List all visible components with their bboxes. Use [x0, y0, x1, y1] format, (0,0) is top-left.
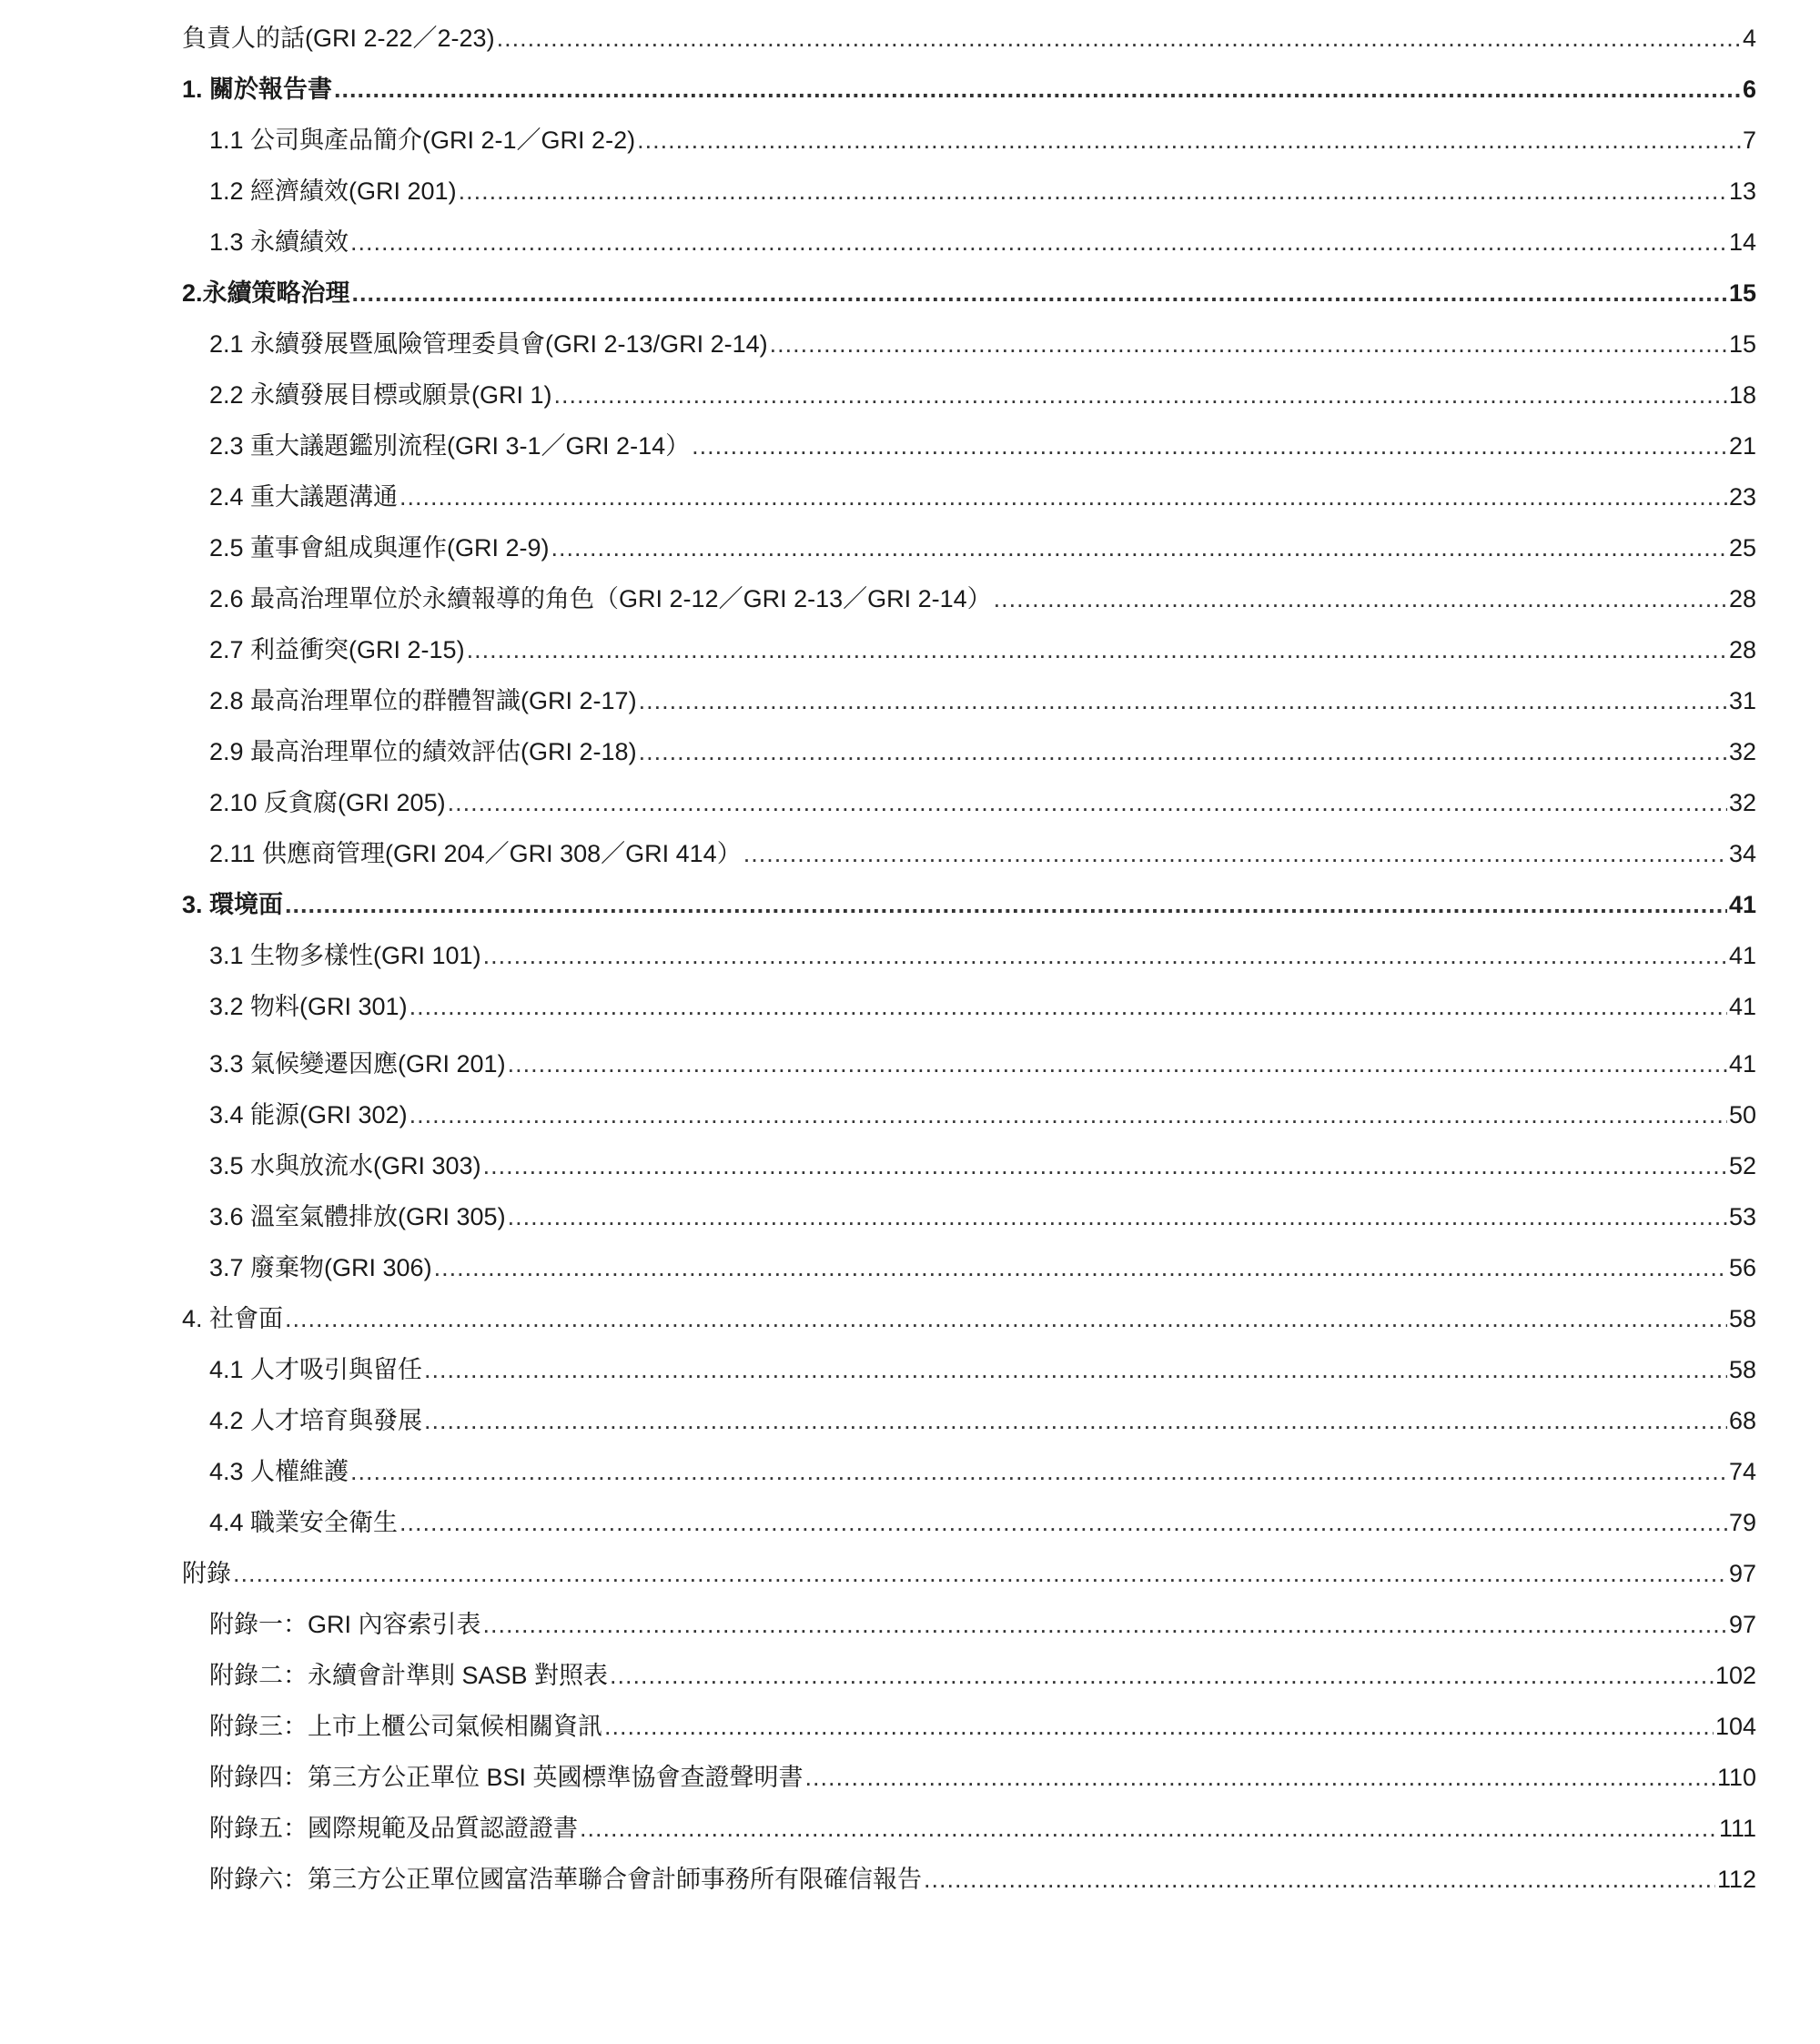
toc-entry[interactable]: [209, 524, 1756, 564]
toc-entry-page-number: 31: [1728, 687, 1756, 714]
toc-dot-leader: [459, 175, 1727, 207]
toc-entry-page-number: 4: [1742, 25, 1756, 52]
toc-entry-page-number: 6: [1742, 76, 1756, 103]
toc-dot-leader: [410, 990, 1727, 1023]
toc-entry-page-number: 28: [1728, 585, 1756, 612]
toc-entry-page-number: 53: [1728, 1203, 1756, 1230]
toc-entry[interactable]: [209, 473, 1756, 513]
toc-entry[interactable]: [209, 371, 1756, 411]
toc-entry-page-number: 23: [1728, 483, 1756, 511]
toc-dot-leader: [399, 1506, 1727, 1539]
toc-entry-title: 4.3 人權維護: [209, 1458, 349, 1485]
toc-entry[interactable]: [182, 1550, 1756, 1590]
toc-entry-page-number: 41: [1728, 891, 1756, 918]
toc-dot-leader: [639, 684, 1727, 717]
toc-dot-leader: [924, 1863, 1715, 1896]
toc-dot-leader: [350, 226, 1727, 258]
toc-entry[interactable]: [209, 1193, 1756, 1233]
toc-entry-title: 負責人的話(GRI 2-22／2-23): [182, 25, 495, 52]
toc-dot-leader: [483, 1608, 1727, 1641]
toc-dot-leader: [805, 1761, 1715, 1794]
toc-entry[interactable]: [182, 66, 1756, 106]
toc-entry[interactable]: [209, 1499, 1756, 1539]
toc-entry-page-number: 14: [1728, 228, 1756, 256]
toc-dot-leader: [604, 1710, 1714, 1743]
toc-entry-title: 2.3 重大議題鑑別流程(GRI 3-1／GRI 2-14）: [209, 432, 691, 460]
toc-dot-leader: [692, 430, 1727, 462]
toc-entry-title: 附錄二：永續會計準則 SASB 對照表: [209, 1662, 609, 1689]
toc-entry[interactable]: [209, 1448, 1756, 1488]
toc-entry-page-number: 34: [1728, 840, 1756, 867]
toc-dot-leader: [483, 1149, 1727, 1182]
toc-entry-page-number: 15: [1728, 330, 1756, 358]
toc-entry-page-number: 97: [1728, 1611, 1756, 1638]
toc-dot-leader: [233, 1557, 1727, 1590]
toc-dot-leader: [551, 531, 1727, 564]
toc-entry[interactable]: [209, 1856, 1756, 1896]
toc-entry-title: 3.1 生物多樣性(GRI 101): [209, 942, 481, 969]
toc-dot-leader: [508, 1200, 1727, 1233]
toc-entry[interactable]: [209, 116, 1756, 157]
toc-entry-title: 2.4 重大議題溝通: [209, 483, 399, 511]
toc-entry[interactable]: [209, 1754, 1756, 1794]
toc-entry-page-number: 97: [1728, 1560, 1756, 1587]
toc-entry-title: 4.2 人才培育與發展: [209, 1407, 423, 1434]
toc-entry[interactable]: [209, 932, 1756, 972]
toc-entry-page-number: 56: [1728, 1254, 1756, 1281]
toc-entry-page-number: 32: [1728, 738, 1756, 765]
toc-entry[interactable]: [209, 575, 1756, 615]
toc-entry-title: 附錄六：第三方公正單位國富浩華聯合會計師事務所有限確信報告: [209, 1866, 922, 1893]
toc-entry-title: 4.4 職業安全衛生: [209, 1509, 399, 1536]
toc-entry[interactable]: [182, 269, 1756, 309]
toc-dot-leader: [350, 1455, 1727, 1488]
toc-entry[interactable]: [209, 1346, 1756, 1386]
toc-entry[interactable]: [209, 1652, 1756, 1692]
toc-entry-title: 2.6 最高治理單位於永續報導的角色（GRI 2-12／GRI 2-13／GRI 2-14）: [209, 585, 992, 612]
toc-entry-title: 3.7 廢棄物(GRI 306): [209, 1254, 432, 1281]
toc-entry-page-number: 102: [1714, 1662, 1756, 1689]
toc-dot-leader: [424, 1353, 1727, 1386]
toc-dot-leader: [334, 73, 1741, 106]
toc-entry-title: 2.1 永續發展暨風險管理委員會(GRI 2-13/GRI 2-14): [209, 330, 768, 358]
toc-entry-title: 附錄一：GRI 內容索引表: [209, 1611, 481, 1638]
toc-entry-page-number: 52: [1728, 1152, 1756, 1179]
toc-dot-leader: [285, 1302, 1727, 1335]
toc-dot-leader: [285, 888, 1727, 921]
toc-entry[interactable]: [209, 983, 1756, 1023]
toc-dot-leader: [467, 633, 1727, 666]
toc-entry-page-number: 110: [1716, 1764, 1756, 1791]
toc-entry[interactable]: [209, 1601, 1756, 1641]
toc-entry[interactable]: [209, 1703, 1756, 1743]
toc-entry-title: 4.1 人才吸引與留任: [209, 1356, 423, 1383]
toc-dot-leader: [399, 481, 1727, 513]
toc-entry[interactable]: [209, 1142, 1756, 1182]
toc-entry[interactable]: [209, 218, 1756, 258]
toc-dot-leader: [483, 939, 1727, 972]
toc-entry-page-number: 74: [1728, 1458, 1756, 1485]
toc-entry-page-number: 21: [1728, 432, 1756, 460]
toc-entry-title: 3.4 能源(GRI 302): [209, 1101, 408, 1128]
toc-entry[interactable]: [209, 830, 1756, 870]
toc-dot-leader: [410, 1098, 1727, 1131]
toc-entry-title: 2.2 永續發展目標或願景(GRI 1): [209, 381, 552, 409]
toc-entry-page-number: 25: [1728, 534, 1756, 562]
toc-entry-page-number: 68: [1728, 1407, 1756, 1434]
toc-entry-page-number: 104: [1714, 1713, 1756, 1740]
toc-entry-title: 1.2 經濟績效(GRI 201): [209, 177, 457, 205]
toc-dot-leader: [637, 124, 1741, 157]
toc-dot-leader: [554, 379, 1727, 411]
toc-entry-title: 3.3 氣候變遷因應(GRI 201): [209, 1050, 506, 1078]
toc-entry-title: 2.8 最高治理單位的群體智識(GRI 2-17): [209, 687, 637, 714]
toc-dot-leader: [424, 1404, 1727, 1437]
toc-entry[interactable]: [209, 728, 1756, 768]
toc-entry-page-number: 41: [1728, 942, 1756, 969]
toc-entry-title: 1.1 公司與產品簡介(GRI 2-1／GRI 2-2): [209, 126, 636, 154]
toc-entry[interactable]: [209, 1244, 1756, 1284]
toc-entry[interactable]: [209, 677, 1756, 717]
toc-entry-page-number: 7: [1742, 126, 1756, 154]
toc-entry-title: 2.7 利益衝突(GRI 2-15): [209, 636, 465, 663]
toc-entry-page-number: 79: [1728, 1509, 1756, 1536]
toc-dot-leader: [743, 837, 1727, 870]
toc-dot-leader: [352, 277, 1727, 309]
toc-entry-page-number: 28: [1728, 636, 1756, 663]
toc-entry[interactable]: [209, 779, 1756, 819]
toc-entry-page-number: 112: [1716, 1866, 1756, 1893]
toc-entry-page-number: 15: [1728, 279, 1756, 307]
toc-entry-page-number: 58: [1728, 1356, 1756, 1383]
toc-dot-leader: [580, 1812, 1717, 1845]
toc-entry[interactable]: [209, 1040, 1756, 1080]
toc-entry-page-number: 18: [1728, 381, 1756, 409]
toc-entry-page-number: 111: [1718, 1815, 1756, 1842]
toc-entry-page-number: 50: [1728, 1101, 1756, 1128]
toc-entry-title: 2.永續策略治理: [182, 279, 350, 307]
toc-dot-leader: [770, 328, 1727, 360]
toc-dot-leader: [508, 1047, 1727, 1080]
toc-entry-page-number: 41: [1728, 993, 1756, 1020]
toc-entry-page-number: 41: [1728, 1050, 1756, 1078]
toc-entry[interactable]: [182, 1295, 1756, 1335]
toc-dot-leader: [434, 1251, 1727, 1284]
toc-entry[interactable]: [209, 422, 1756, 462]
toc-entry[interactable]: [209, 626, 1756, 666]
toc-entry-title: 附錄五：國際規範及品質認證證書: [209, 1815, 578, 1842]
toc-entry-title: 2.11 供應商管理(GRI 204／GRI 308／GRI 414）: [209, 840, 742, 867]
toc-entry-title: 4. 社會面: [182, 1305, 284, 1332]
toc-entry-page-number: 13: [1728, 177, 1756, 205]
toc-entry-title: 附錄: [182, 1560, 231, 1587]
toc-entry-title: 2.10 反貪腐(GRI 205): [209, 789, 446, 816]
toc-entry[interactable]: [209, 1397, 1756, 1437]
toc-entry[interactable]: [209, 320, 1756, 360]
toc-entry-title: 2.9 最高治理單位的績效評估(GRI 2-18): [209, 738, 637, 765]
toc-entry-title: 3. 環境面: [182, 891, 284, 918]
toc-entry[interactable]: [182, 881, 1756, 921]
toc-dot-leader: [448, 786, 1727, 819]
toc-entry[interactable]: [182, 15, 1756, 55]
toc-entry[interactable]: [209, 1805, 1756, 1845]
toc-dot-leader: [639, 735, 1727, 768]
toc-dot-leader: [610, 1659, 1714, 1692]
toc-entry-title: 2.5 董事會組成與運作(GRI 2-9): [209, 534, 550, 562]
toc-entry[interactable]: [209, 1091, 1756, 1131]
toc-dot-leader: [497, 22, 1741, 55]
toc-entry-title: 1.3 永續績效: [209, 228, 349, 256]
toc-entry-title: 3.6 溫室氣體排放(GRI 305): [209, 1203, 506, 1230]
toc-entry-title: 3.5 水與放流水(GRI 303): [209, 1152, 481, 1179]
toc-entry[interactable]: [209, 167, 1756, 207]
toc-entry-page-number: 58: [1728, 1305, 1756, 1332]
toc-entry-title: 3.2 物料(GRI 301): [209, 993, 408, 1020]
toc-entry-title: 附錄四：第三方公正單位 BSI 英國標準協會查證聲明書: [209, 1764, 804, 1791]
toc-entry-page-number: 32: [1728, 789, 1756, 816]
toc-entry-title: 附錄三：上市上櫃公司氣候相關資訊: [209, 1713, 602, 1740]
toc-entry-title: 1. 關於報告書: [182, 76, 333, 103]
toc-dot-leader: [994, 582, 1727, 615]
